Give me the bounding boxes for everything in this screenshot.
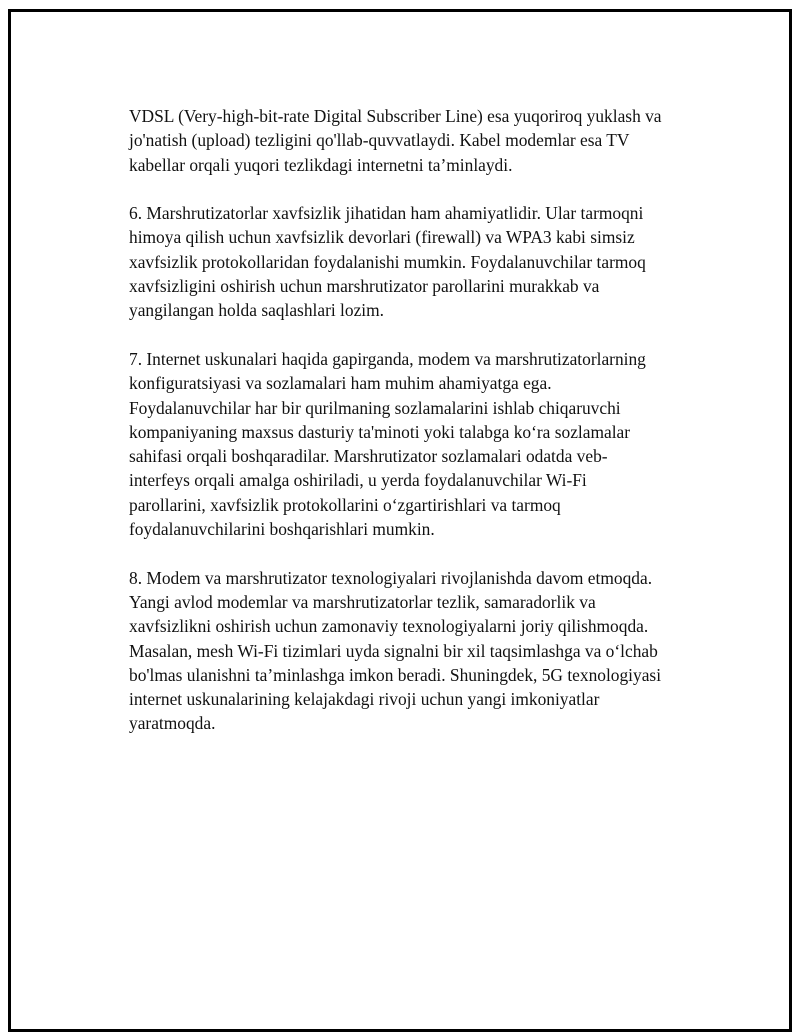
document-body (129, 104, 709, 760)
paragraph-8-technology-development: 8. Modem va marshrutizator texnologiyalari rivojlanishda davom etmoqda. Yangi avlod modemlar va marshrutizatorlar tezlik, samaradorlik va xavfsizlikni oshirish uchun zamonaviy texnologiyalarni joriy qilishmoqda. Masalan, mesh Wi-Fi tizimlari uyda signalni bir xil taqsimlashga va o‘lchab bo'lmas ulanishni ta’minlashga imkon beradi. Shuningdek, 5G texnologiyasi internet uskunalarining kelajakdagi rivoji uchun yangi imkoniyatlar yaratmoqda. (129, 567, 662, 734)
paragraph-6-router-security: 6. Marshrutizatorlar xavfsizlik jihatidan ham ahamiyatlidir. Ular tarmoqni himoya qilish uchun xavfsizlik devorlari (firewall) va WPA3 kabi simsiz xavfsizlik protokollaridan foydalanishi mumkin. Foydalanuvchilar tarmoq xavfsizligini oshirish uchun marshrutizator parollarini murakkab va yangilangan holda saqlashlari lozim. (129, 203, 646, 321)
page-frame (8, 9, 792, 1032)
paragraph-7-configuration: 7. Internet uskunalari haqida gapirganda, modem va marshrutizatorlarning konfiguratsiyasi va sozlamalari ham muhim ahamiyatga ega. Foydalanuvchilar har bir qurilmaning sozlamalarini ishlab chiqaruvchi kompaniyaning maxsus dasturiy ta'minoti yoki talabga ko‘ra sozlamalar sahifasi orqali boshqaradilar. Marshrutizator sozlamalari odatda veb- interfeys orqali amalga oshiriladi, u yerda foydalanuvchilar Wi-Fi parollarini, xavfsizlik protokollarini o‘zgartirishlari va tarmoq foydalanuvchilarini boshqarishlari mumkin. (129, 348, 646, 540)
paragraph-vdsl: VDSL (Very-high-bit-rate Digital Subscriber Line) esa yuqoriroq yuklash va jo'natish (upload) tezligini qo'llab-quvvatlaydi. Kabel modemlar esa TV kabellar orqali yuqori tezlikdagi internetni ta’minlaydi. (129, 106, 662, 175)
